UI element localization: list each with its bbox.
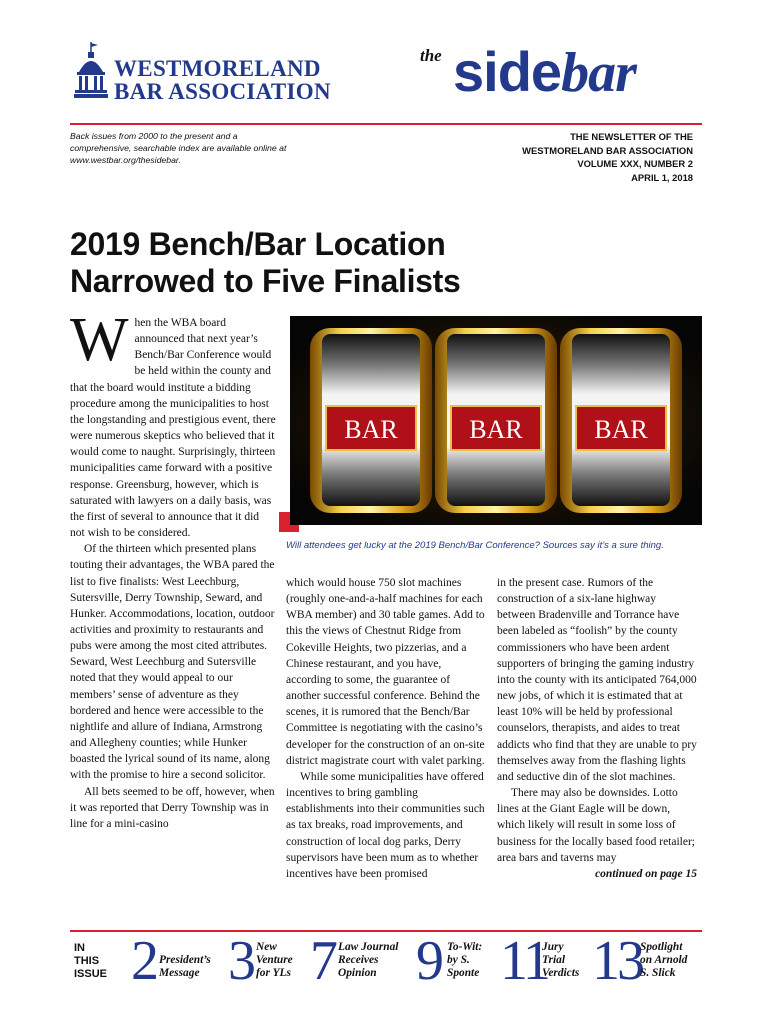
issue-page-number: 13 xyxy=(592,930,642,992)
association-logo xyxy=(74,42,334,104)
photo-caption: Will attendees get lucky at the 2019 Bench/Bar Conference? Sources say it’s a sure thing. xyxy=(286,540,664,551)
masthead-title xyxy=(453,40,636,105)
reel-1 xyxy=(310,328,432,513)
issue-page-number: 11 xyxy=(500,930,548,992)
issue-item-label xyxy=(159,954,211,980)
issue-item-line: for YLs xyxy=(256,967,291,979)
reel-3 xyxy=(560,328,682,513)
issue-item-label xyxy=(542,941,579,980)
issue-item-to-wit[interactable] xyxy=(416,930,496,992)
issue-item-spotlight[interactable] xyxy=(592,930,702,992)
article-paragraph: which would house 750 slot machines (roughly one-and-a-half machines for each WBA member) and 30 table games. Add to this the views of Chestnut Ridge from Cokeville Heights, two pizzerias, and a Chinese restaurant, and you have, according to some, the guarantee of another successful conference. Behind the scenes, it is rumored that the Bench/Bar Committee is negotiating with the casino’s developer for the construction of an on-site district magistrate court with valet parking. xyxy=(286,577,485,767)
issue-item-line: President’s xyxy=(159,954,211,966)
drop-cap: W xyxy=(70,306,129,374)
issue-item-jury-trial-verdicts[interactable] xyxy=(500,930,590,992)
article-headline xyxy=(70,226,690,300)
masthead-the: the xyxy=(420,46,442,65)
reel-2 xyxy=(435,328,557,513)
newsletter-info-line: APRIL 1, 2018 xyxy=(631,171,693,183)
issue-page-number: 9 xyxy=(416,930,441,992)
issue-item-line: Jury xyxy=(542,941,564,953)
issue-item-label xyxy=(447,941,482,980)
issue-item-new-venture[interactable] xyxy=(228,930,308,992)
continued-link[interactable]: continued on page 15 xyxy=(595,867,697,880)
issue-item-line: S. Slick xyxy=(640,967,676,979)
headline-line1: 2019 Bench/Bar Location xyxy=(70,226,446,262)
issue-page-number: 2 xyxy=(131,930,156,992)
issue-item-line: Message xyxy=(159,967,200,979)
masthead-bar: bar xyxy=(561,42,636,104)
slot-machine-illustration xyxy=(290,316,702,525)
newsletter-info xyxy=(433,130,693,184)
article-paragraph: There may also be downsides. Lotto lines at the Giant Eagle will be down, which likely will result in some loss of business for the locally based food retailer; area bars and taverns may xyxy=(497,787,695,864)
article-column-1 xyxy=(70,306,276,832)
issue-item-label xyxy=(640,941,687,980)
article-paragraph xyxy=(70,306,276,541)
newsletter-info-line: THE NEWSLETTER OF THE xyxy=(570,131,693,142)
issue-item-label xyxy=(256,941,293,980)
article-paragraph: All bets seemed to be off, however, when it was reported that Derry Township was in line for a mini-casino xyxy=(70,785,275,830)
in-this-issue-line: THIS xyxy=(74,955,100,967)
issue-item-presidents-message[interactable] xyxy=(131,930,226,992)
newsletter-masthead xyxy=(406,40,706,110)
issue-item-line: New xyxy=(256,941,277,953)
in-this-issue-line: ISSUE xyxy=(74,968,108,980)
header-divider xyxy=(70,123,702,125)
issue-item-line: Verdicts xyxy=(542,967,580,979)
issue-item-label xyxy=(338,941,398,980)
reel-3-label: BAR xyxy=(594,415,648,444)
issue-page-number: 3 xyxy=(228,930,253,992)
in-this-issue-line: IN xyxy=(74,942,85,954)
reel-1-label: BAR xyxy=(344,415,398,444)
paragraph-text: hen the WBA board announced that next year’s Bench/Bar Conference would be held within the county and that the board would institute a bidding procedure among the municipalities to host the longstanding and prestigious event, there were numerous skeptics who believed that it would come to naught. Surprisingly, thirteen municipalities came forward with a positive response. Greensburg, however, which is saturated with lawyers on a daily basis, was the first of several to announce that it did not wish to be considered. xyxy=(70,317,276,540)
org-name-line2: BAR ASSOCIATION xyxy=(114,79,331,104)
article-column-3 xyxy=(497,575,697,882)
article-column-2 xyxy=(286,575,486,882)
issue-item-line: To-Wit: xyxy=(447,941,483,953)
issue-item-line: Venture xyxy=(256,954,293,966)
article-paragraph: in the present case. Rumors of the construction of a six-lane highway between Bradenville and Torrance have been labeled as “foolish” by the county commissioners who have been ardent supporters of bringing the gaming industry into the county with its anticipated 764,000 new jobs, of which it is estimated that at least 10% will be held by professional counselors, therapists, and aides to treat addicts who find that they are unable to pry themselves away from the flashing lights and seductive din of the slot machines. xyxy=(497,577,697,783)
issue-item-line: Law Journal xyxy=(338,941,399,953)
issue-item-line: Trial xyxy=(542,954,565,966)
newsletter-info-line: WESTMORELAND BAR ASSOCIATION xyxy=(522,144,693,156)
org-name-line1: WESTMORELAND xyxy=(114,56,321,81)
issue-item-law-journal[interactable] xyxy=(310,930,410,992)
issue-item-line: Receives xyxy=(338,954,379,966)
issue-item-line: Opinion xyxy=(338,967,377,979)
slot-machine-photo xyxy=(290,316,702,525)
newsletter-info-line: VOLUME XXX, NUMBER 2 xyxy=(577,158,693,169)
issue-page-number: 7 xyxy=(310,930,335,992)
back-issues-note: Back issues from 2000 to the present and a comprehensive, searchable index are available online at www.westbar.org/thesidebar. xyxy=(70,131,287,165)
article-paragraph: While some municipalities have offered incentives to bring gambling establishments into their communities such as tax breaks, road improvements, and construction of local dog parks, Derry supervisors have been mum as to whether incentives have been promised xyxy=(286,770,485,880)
courthouse-dome-icon xyxy=(74,42,108,100)
reel-2-label: BAR xyxy=(469,415,523,444)
headline-line2: Narrowed to Five Finalists xyxy=(70,263,461,299)
issue-item-line: on Arnold xyxy=(640,954,688,966)
article-paragraph: Of the thirteen which presented plans touting their advantages, the WBA pared the list to five finalists: West Leechburg, Sutersville, Derry Township, Seward, and Hunker. Accommodations, location, outdoor activities and proximity to restaurants and pubs were among the most cited attributes. Seward, West Leechburg and Sutersville noted that they would appeal to our members’ sense of adventure as they bordered and hence were accessible to the nightlife and allure of Indiana, Armstrong and Allegheny counties; while Hunker boasted the lyrical sound of its name, along with the promise to hire a second solicitor. xyxy=(70,543,275,782)
masthead-side: side xyxy=(453,40,562,103)
in-this-issue-label xyxy=(74,942,130,981)
issue-item-line: by S. xyxy=(447,954,470,966)
issue-item-line: Spotlight xyxy=(640,941,683,953)
issue-item-line: Sponte xyxy=(447,967,480,979)
